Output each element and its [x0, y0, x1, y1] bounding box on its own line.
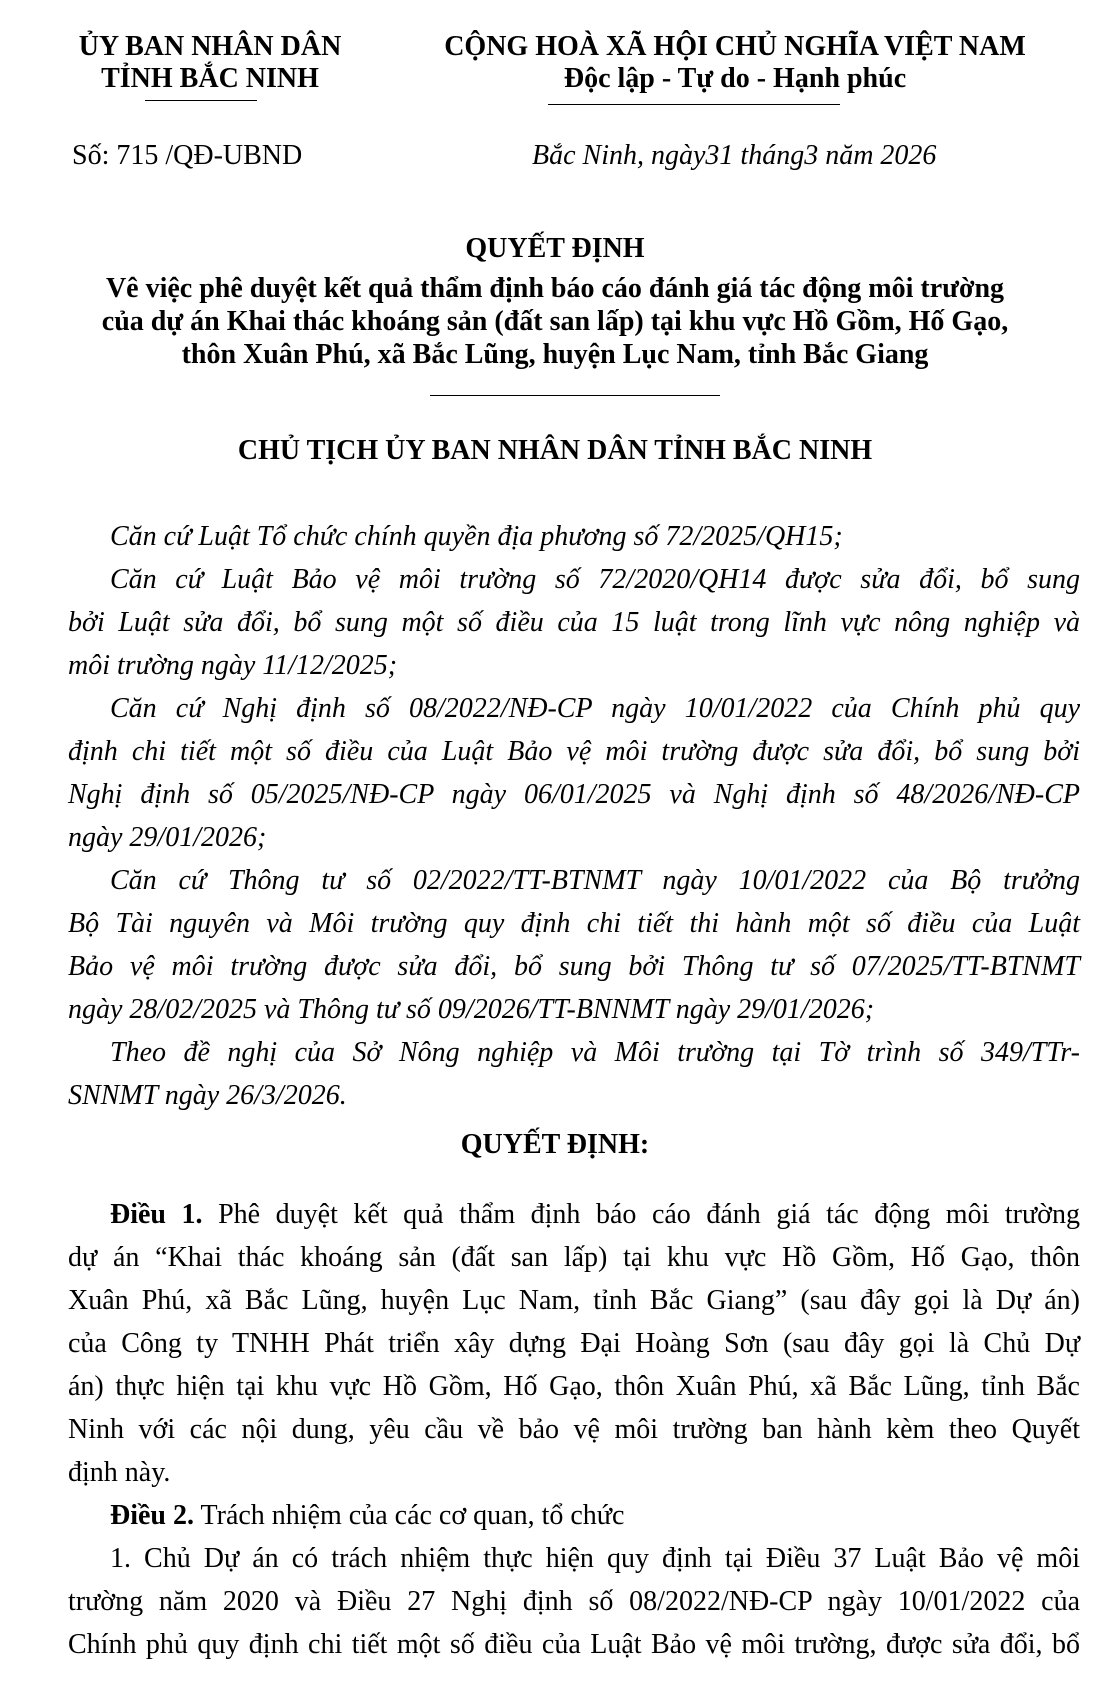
preamble-line: ngày 28/02/2025 và Thông tư số 09/2026/TT-BNNMT ngày 29/01/2026; — [68, 994, 875, 1025]
preamble-line: định chi tiết một số điều của Luật Bảo vệ môi trường được sửa đổi, bổ sung bởi — [68, 736, 1080, 767]
article-2-title: Điều 2. Trách nhiệm của các cơ quan, tổ chức — [110, 1500, 625, 1531]
subject-line: của dự án Khai thác khoáng sản (đất san lấp) tại khu vực Hồ Gồm, Hố Gạo, — [101, 306, 1009, 337]
agency-underline — [145, 100, 257, 101]
preamble-line: Căn cứ Thông tư số 02/2022/TT-BTNMT ngày 10/01/2022 của Bộ trưởng — [110, 865, 1080, 896]
article-2-line: trường năm 2020 và Điều 27 Nghị định số 08/2022/NĐ-CP ngày 10/01/2022 của — [68, 1586, 1080, 1617]
preamble-line: Nghị định số 05/2025/NĐ-CP ngày 06/01/2025 và Nghị định số 48/2026/NĐ-CP — [68, 779, 1080, 810]
title-divider — [430, 395, 720, 396]
preamble-line: Căn cứ Luật Bảo vệ môi trường số 72/2020/QH14 được sửa đổi, bổ sung — [110, 564, 1080, 595]
article-2-line: 1. Chủ Dự án có trách nhiệm thực hiện quy định tại Điều 37 Luật Bảo vệ môi — [110, 1543, 1080, 1574]
decision-heading: QUYẾT ĐỊNH: — [460, 1129, 650, 1160]
preamble-line: Theo đề nghị của Sở Nông nghiệp và Môi trường tại Tờ trình số 349/TTr- — [110, 1037, 1080, 1068]
agency-name-line2: TỈNH BẮC NINH — [101, 63, 319, 94]
article-1-line: Xuân Phú, xã Bắc Lũng, huyện Lục Nam, tỉnh Bắc Giang” (sau đây gọi là Dự án) — [68, 1285, 1080, 1316]
article-2-label: Điều 2. — [110, 1500, 194, 1531]
article-1-line: dự án “Khai thác khoáng sản (đất san lấp) tại khu vực Hồ Gồm, Hố Gạo, thôn — [68, 1242, 1080, 1273]
preamble-line: Căn cứ Luật Tổ chức chính quyền địa phương số 72/2025/QH15; — [110, 521, 843, 552]
article-1-line: định này. — [68, 1457, 171, 1488]
article-2-line: Chính phủ quy định chi tiết một số điều của Luật Bảo vệ môi trường, được sửa đổi, bổ — [68, 1629, 1080, 1660]
article-1-line: Điều 1. Phê duyệt kết quả thẩm định báo cáo đánh giá tác động môi trường — [110, 1199, 1080, 1230]
article-1-line: án) thực hiện tại khu vực Hồ Gồm, Hố Gạo, thôn Xuân Phú, xã Bắc Lũng, tỉnh Bắc — [68, 1371, 1080, 1402]
preamble-line: ngày 29/01/2026; — [68, 822, 267, 853]
motto-underline — [548, 104, 840, 105]
subject-line: Vê việc phê duyệt kết quả thẩm định báo cáo đánh giá tác động môi trường — [105, 273, 1005, 304]
subject-line: thôn Xuân Phú, xã Bắc Lũng, huyện Lục Nam, tỉnh Bắc Giang — [181, 339, 929, 370]
preamble-line: môi trường ngày 11/12/2025; — [68, 650, 398, 681]
document-number: Số: 715 /QĐ-UBND — [72, 140, 303, 171]
place-and-date: Bắc Ninh, ngày31 tháng3 năm 2026 — [532, 140, 937, 171]
preamble-line: Bộ Tài nguyên và Môi trường quy định chi tiết thi hành một số điều của Luật — [68, 908, 1080, 939]
article-1-label: Điều 1. — [110, 1199, 203, 1230]
national-title: CỘNG HOÀ XÃ HỘI CHỦ NGHĨA VIỆT NAM — [444, 31, 1026, 62]
preamble-line: bởi Luật sửa đổi, bổ sung một số điều của 15 luật trong lĩnh vực nông nghiệp và — [68, 607, 1080, 638]
preamble-line: Căn cứ Nghị định số 08/2022/NĐ-CP ngày 10/01/2022 của Chính phủ quy — [110, 693, 1080, 724]
preamble-line: SNNMT ngày 26/3/2026. — [68, 1080, 347, 1111]
preamble-line: Bảo vệ môi trường được sửa đổi, bổ sung bởi Thông tư số 07/2025/TT-BTNMT — [68, 951, 1080, 982]
national-motto: Độc lập - Tự do - Hạnh phúc — [563, 63, 907, 94]
article-1-line: Ninh với các nội dung, yêu cầu về bảo vệ môi trường ban hành kèm theo Quyết — [68, 1414, 1080, 1445]
issuing-authority: CHỦ TỊCH ỦY BAN NHÂN DÂN TỈNH BẮC NINH — [237, 435, 873, 466]
document-type-heading: QUYẾT ĐỊNH — [465, 233, 645, 264]
article-1-line: của Công ty TNHH Phát triển xây dựng Đại Hoàng Sơn (sau đây gọi là Chủ Dự — [68, 1328, 1080, 1359]
agency-name-line1: ỦY BAN NHÂN DÂN — [78, 31, 342, 62]
